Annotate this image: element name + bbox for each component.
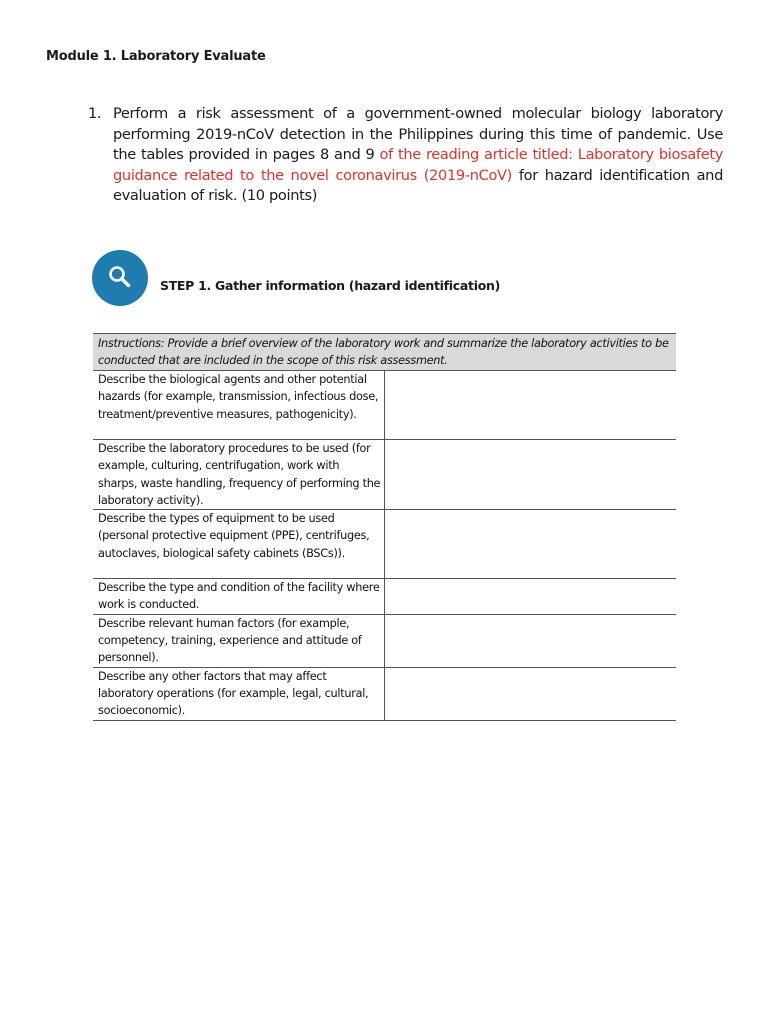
table-row: [93, 371, 676, 440]
answer-cell[interactable]: [385, 371, 677, 440]
question-text: [113, 104, 723, 207]
answer-cell[interactable]: [385, 579, 677, 615]
reading-article-reference: of the reading article titled: Laboratory biosafety guidance related to the novel coronavirus (2019-nCoV): [113, 146, 723, 184]
question-text-after: for hazard identification and evaluation of risk. (10 points): [113, 166, 723, 205]
instructions-cell: Instructions: Provide a brief overview of the laboratory work and summarize the laboratory activities to be conducted that are included in the scope of this risk assessment.: [93, 334, 676, 371]
magnifier-icon: [92, 250, 148, 306]
answer-cell[interactable]: [385, 667, 677, 720]
question-number: 1.: [88, 105, 102, 122]
prompt-cell: Describe the type and condition of the facility where work is conducted.: [93, 579, 385, 615]
answer-cell[interactable]: [385, 614, 677, 667]
step-header: [92, 250, 500, 306]
table-row: [93, 510, 676, 579]
prompt-cell: Describe the biological agents and other potential hazards (for example, transmission, infectious dose, treatment/preventive measures, pathogenicity).: [93, 371, 385, 440]
prompt-cell: Describe relevant human factors (for example, competency, training, experience and attitude of personnel).: [93, 614, 385, 667]
prompt-cell: Describe the laboratory procedures to be used (for example, culturing, centrifugation, work with sharps, waste handling, frequency of performing the laboratory activity).: [93, 440, 385, 510]
question-item: [88, 104, 723, 207]
step-title: STEP 1. Gather information (hazard identification): [160, 277, 500, 293]
risk-assessment-table: [93, 333, 676, 721]
instructions-row: [93, 334, 676, 371]
answer-cell[interactable]: [385, 510, 677, 579]
answer-cell[interactable]: [385, 440, 677, 510]
table-row: [93, 614, 676, 667]
table-row: [93, 440, 676, 510]
table-row: [93, 667, 676, 720]
module-title: Module 1. Laboratory Evaluate: [46, 49, 266, 64]
table-row: [93, 579, 676, 615]
prompt-cell: Describe any other factors that may affect laboratory operations (for example, legal, cultural, socioeconomic).: [93, 667, 385, 720]
prompt-cell: Describe the types of equipment to be used (personal protective equipment (PPE), centrifuges, autoclaves, biological safety cabinets (BSCs)).: [93, 510, 385, 579]
question-text-before: Perform a risk assessment of a government-owned molecular biology laboratory performing 2019-nCoV detection in the Philippines during this time of pandemic. Use the tables provided in pages 8 and 9: [113, 105, 723, 164]
